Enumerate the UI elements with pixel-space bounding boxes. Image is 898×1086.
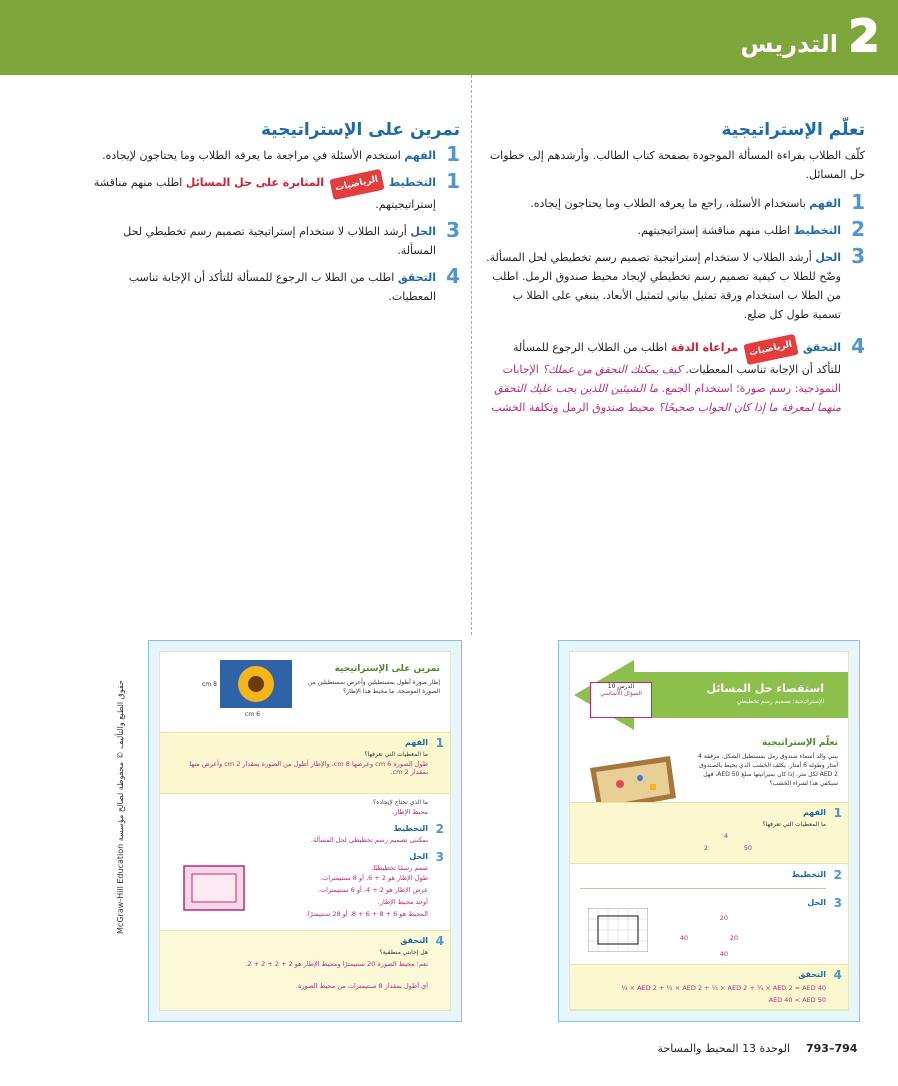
- thumb-intro: إطار صورة أطول بمستطيلين وأعرض بمستطيلين من الصورة الموضحة. ما محيط هذا الإطار؟: [307, 679, 440, 695]
- thumb-check-label: التحقق: [798, 970, 826, 979]
- step-number: 3: [446, 218, 460, 242]
- check-question-2: ما الشيئين اللذين يجب عليك التحقق منهما لمعرفة ما إذا كان الجواب صحيحًا؟: [494, 382, 841, 414]
- value-field: 2: [703, 844, 708, 852]
- column-divider: [471, 75, 472, 635]
- value-field: 40: [679, 934, 688, 942]
- step-text: اطلب من الطلاب الرجوع للمسألة للتأكد أن الإجابة تناسب المعطيات.: [513, 341, 841, 376]
- thumb-check-line: ¼ × AED 2 + ¼ × AED 2 + ¼ × AED 2 + ¼ × AED 2 = AED 40: [621, 984, 826, 992]
- step-number: 1: [851, 190, 865, 214]
- value-field: 40: [719, 950, 728, 958]
- thumb-check-label: التحقق: [400, 936, 428, 945]
- step-text: أرشد الطلاب لا ستخدام إستراتيجية تصميم رسم تخطيطي لحل المسألة. وضّح للطلا ب كيفية تصميم رسم تخطيطي لإيجاد محيط صندوق الرمل. اطلب من الطلا ب استخدام ورقة تمثيل بياني لتمثيل الأبعاد. ينبغي على الطلا ب تسمية طول كل ضلع.: [486, 251, 841, 321]
- step-label: التخطيط: [793, 224, 841, 237]
- thumb-plan-label: التخطيط: [791, 870, 826, 879]
- thumb-check-a1: نعم؛ محيط الصورة 20 سنتيمترًا ومحيط الإطار هو 2 + 2 + 2 + 2.: [245, 960, 428, 968]
- sunflower-photo: [220, 660, 292, 708]
- footer-page-number: 793–794: [806, 1042, 858, 1055]
- step-label: الحل: [410, 225, 436, 238]
- section-number: 2: [848, 11, 880, 62]
- thumb-q1: ما المعطيات التي تعرفها؟: [364, 751, 428, 758]
- thumb-check-q: هل إجابتي منطقية؟: [379, 949, 428, 956]
- practice-keyword: مراعاة الدقة: [670, 341, 739, 354]
- thumb-intro: يبني والد أسماء صندوق رمل بمستطيل الشكل. مرفقة 4 أمتار وطوله 6 أمتار. يكلف الخشب الذي يحيط بالصندوق AED 2 لكل متر. إذا كان بميزانيتها مبلغ AED 50، فهل سيكفي هذا لشراء الخشب؟: [698, 753, 838, 787]
- value-field: 4: [723, 832, 728, 840]
- thumbnail-page: [159, 651, 451, 1011]
- step-number: 3: [851, 244, 865, 268]
- check-answer: الإجابات النموذجية: رسم صورة؛ استخدام الجمع.: [502, 363, 841, 395]
- step-label: الفهم: [404, 149, 436, 162]
- step-text: اطلب من الطلا ب الرجوع للمسألة للتأكد أن الإجابة تناسب المعطيات.: [128, 271, 436, 303]
- thumb-understand-label: الفهم: [802, 808, 826, 817]
- step-number: 2: [833, 868, 842, 882]
- math-practice-badge: الرياضيات: [329, 169, 384, 200]
- learn-step-plan: [485, 217, 865, 241]
- value-field: 20: [719, 914, 728, 922]
- learn-step-understand: [485, 190, 865, 214]
- step-number: 4: [446, 264, 460, 288]
- step-number: 4: [851, 334, 865, 358]
- step-text: اطلب منهم مناقشة إستراتيجيتهم.: [637, 224, 791, 237]
- learn-step-check: [485, 334, 865, 417]
- step-number: 2: [851, 217, 865, 241]
- thumb-plan-text: يمكنني تصميم رسم تخطيطي لحل المسألة.: [310, 836, 428, 844]
- section-title: التدريس: [740, 30, 838, 58]
- practice-step-understand: [85, 142, 460, 166]
- check-answer-2: محيط صندوق الرمل وتكلفة الخشب: [491, 401, 655, 414]
- student-page-thumbnail-practice: [148, 640, 462, 1022]
- step-text: استخدم الأسئلة في مراجعة ما يعرفه الطلاب وما يحتاجون لإيجاده.: [102, 149, 401, 162]
- step-text: باستخدام الأسئلة، راجع ما يعرفه الطلاب وما يحتاجون إيجاده.: [530, 197, 806, 210]
- practice-step-check: [85, 264, 460, 306]
- thumb-q1: ما المعطيات التي تعرفها؟: [762, 821, 826, 828]
- step-number: 1: [446, 142, 460, 166]
- footer-unit: الوحدة 13 المحيط والمساحة: [657, 1042, 790, 1055]
- step-label: التحقق: [802, 341, 841, 354]
- arrow-subtitle: الإستراتيجية: تصميم رسم تخطيطي: [736, 698, 824, 705]
- thumb-solve-line: أوجد محيط الإطار.: [377, 898, 428, 906]
- thumb-a2: محيط الإطار.: [392, 808, 428, 816]
- step-label: الفهم: [809, 197, 841, 210]
- step-number: 3: [833, 896, 842, 910]
- practice-strategy-column: [85, 120, 460, 314]
- grid-diagram: [588, 908, 648, 952]
- step-number: 4: [435, 934, 444, 948]
- thumb-check-a2: أي أطول بمقدار 8 سنتيمترات من محيط الصورة.: [296, 982, 428, 990]
- learn-step-solve: [485, 244, 865, 324]
- practice-strategy-title: تمرين على الإستراتيجية: [261, 120, 460, 140]
- step-number: 1: [833, 806, 842, 820]
- step-number: 1: [435, 736, 444, 750]
- thumb-understand-label: الفهم: [404, 738, 428, 747]
- step-label: الحل: [815, 251, 841, 264]
- thumb-solve-line: المحيط هو 6 + 8 + 6 + 8، أو 28 سنتيمترًا.: [305, 910, 428, 918]
- value-field: 50: [743, 844, 752, 852]
- thumb-check-line-2: AED 40 < AED 50: [768, 996, 826, 1004]
- practice-step-plan: [85, 169, 460, 214]
- thumb-a1: طول الصورة 6 cm وعرضها 8 cm، والإطار أطول من الصورة بمقدار 2 cm وأعرض منها بمقدار 2 cm.: [189, 760, 428, 776]
- step-number: 3: [435, 850, 444, 864]
- frame-diagram: [182, 864, 248, 914]
- arrow-title: استقصاء حل المسائل: [706, 682, 824, 695]
- value-field: 20: [729, 934, 738, 942]
- check-question: كيف يمكنك التحقق من عملك؟: [542, 363, 682, 376]
- section-header: [0, 0, 898, 75]
- math-practice-badge: الرياضيات: [743, 334, 798, 365]
- lesson-box: [590, 682, 652, 718]
- step-label: التحقق: [397, 271, 436, 284]
- step-text: أرشد الطلاب لا ستخدام إستراتيجية تصميم رسم تخطيطي لحل المسألة.: [123, 225, 436, 257]
- step-number: 4: [833, 968, 842, 982]
- learn-strategy-column: [485, 120, 865, 425]
- thumb-solve-label: الحل: [807, 898, 826, 907]
- step-number: 1: [446, 169, 460, 193]
- step-text: اطلب منهم مناقشة إستراتيجيتهم.: [93, 176, 436, 211]
- thumb-title: تمرين على الإستراتيجية: [334, 664, 440, 674]
- thumb-q2: ما الذي تحتاج لإيجاده؟: [373, 799, 428, 806]
- sunflower-icon: [238, 666, 274, 702]
- learn-strategy-title: تعلّم الإستراتيجية: [721, 120, 865, 140]
- thumb-solve-line: طول الإطار هو 2 + 6، أو 8 سنتيمترات.: [320, 874, 428, 882]
- thumb-learn-title: تعلّم الإستراتيجية: [762, 738, 838, 748]
- lesson-number: الدرس 10: [607, 683, 635, 690]
- learn-intro: كلّف الطلاب بقراءة المسألة الموجودة بصفحة كتاب الطالب. وأرشدهم إلى خطوات حل المسائل.: [489, 149, 865, 181]
- student-page-thumbnail-investigate: [558, 640, 860, 1022]
- photo-dim-height: 8 cm: [202, 681, 217, 688]
- practice-keyword: المثابرة على حل المسائل: [185, 176, 325, 189]
- thumb-solve-line: عرض الإطار هو 2 + 4، أو 6 سنتيمترات.: [317, 886, 428, 894]
- thumb-solve-line: صمم رسمًا تخطيطيًا.: [371, 864, 428, 872]
- copyright-side-text: حقوق الطبع والتأليف © محفوظة لصالح مؤسسة McGraw-Hill Education: [116, 680, 125, 934]
- step-number: 2: [435, 822, 444, 836]
- thumb-solve-label: الحل: [409, 852, 428, 861]
- step-label: التخطيط: [388, 176, 436, 189]
- thumb-plan-label: التخطيط: [393, 824, 428, 833]
- answer-line: [580, 888, 826, 889]
- photo-dim-width: 6 cm: [245, 711, 260, 718]
- practice-step-solve: [85, 218, 460, 260]
- frame-inner: [192, 874, 236, 902]
- lesson-goal: السؤال الأساسي: [600, 690, 642, 697]
- thumbnail-page: [569, 651, 849, 1011]
